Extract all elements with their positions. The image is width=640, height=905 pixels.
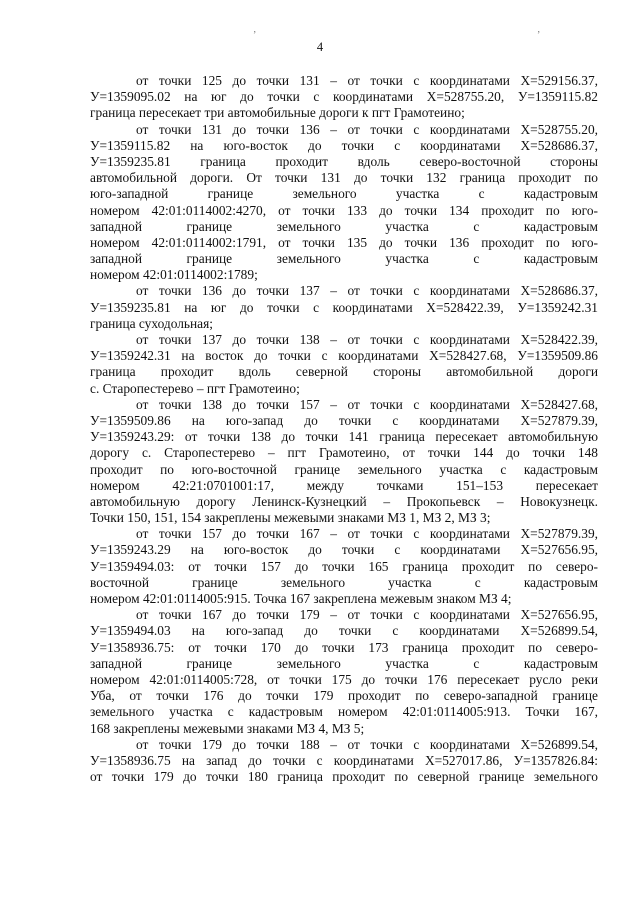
text-line: с. Старопестерево – пгт Грамотеино; (90, 380, 300, 396)
text-line: от точки 136 до точки 137 – от точки с координатами X=528686.37, (136, 283, 598, 299)
text-line: граница пересекает три автомобильные дороги к пгт Грамотеино; (90, 105, 465, 121)
paragraph (90, 737, 598, 786)
text-line: от точки 137 до точки 138 – от точки с координатами X=528422.39, (136, 332, 598, 347)
text-line: номером 42:21:0701001:17, между точками 151–153 пересекает (90, 477, 598, 493)
text-line: номером 42:01:0114002:1791, от точки 135 до точки 136 проходит по юго- (90, 234, 598, 250)
text-line: 168 закреплены межевыми знаками МЗ 4, МЗ 5; (90, 720, 365, 736)
scan-mark: ’ (253, 30, 257, 41)
text-line: У=1359235.81 на юг до точки с координатами X=528422.39, У=1359242.31 (90, 299, 598, 315)
scan-mark: ’ (537, 30, 541, 41)
text-line: от точки 125 до точки 131 – от точки с координатами X=529156.37, (136, 73, 598, 88)
text-line: граница проходит вдоль северной стороны автомобильной дороги (90, 364, 598, 380)
text-line: граница суходольная; (90, 315, 213, 331)
paragraph (90, 73, 598, 122)
text-line: от точки 179 до точки 188 – от точки с координатами X=526899.54, (136, 736, 598, 752)
text-line: от точки 138 до точки 157 – от точки с координатами X=528427.68, (136, 396, 598, 412)
text-line: У=1358936.75 на запад до точки с координатами X=527017.86, У=1357826.84: (90, 752, 598, 768)
text-line: проходит по юго-восточной границе земельного участка с кадастровым (90, 461, 598, 477)
text-line: У=1359494.03 на юго-запад до точки с координатами X=526899.54, (90, 623, 598, 639)
text-line: У=1359494.03: от точки 157 до точки 165 граница проходит по северо- (90, 558, 598, 574)
paragraph (90, 283, 598, 332)
text-line: западной границе земельного участка с кадастровым (90, 218, 598, 234)
text-line: Точки 150, 151, 154 закреплены межевыми знаками МЗ 1, МЗ 2, МЗ 3; (90, 510, 491, 526)
text-line: У=1359509.86 на юго-запад до точки с координатами X=527879.39, (90, 412, 598, 428)
paragraph (90, 607, 598, 737)
text-line: номером 42:01:0114002:4270, от точки 133 до точки 134 проходит по юго- (90, 202, 598, 218)
text-line: западной границе земельного участка с кадастровым (90, 251, 598, 267)
text-line: номером 42:01:0114005:915. Точка 167 закреплена межевым знаком МЗ 4; (90, 591, 512, 606)
text-line: восточной границе земельного участка с кадастровым (90, 574, 598, 590)
paragraph (90, 397, 598, 527)
text-line: земельного участка с кадастровым номером 42:01:0114005:913. Точки 167, (90, 704, 598, 720)
text-line: номером 42:01:0114002:1789; (90, 267, 258, 283)
page-number: 4 (316, 40, 324, 54)
text-line: юго-западной границе земельного участка с кадастровым (90, 186, 598, 202)
text-line: от точки 179 до точки 180 граница проходит по северной границе земельного (90, 769, 598, 785)
text-line: Уба, от точки 176 до точки 179 проходит по северо-западной границе (90, 688, 598, 704)
text-line: У=1359095.02 на юг до точки с координатами X=528755.20, У=1359115.82 (90, 89, 598, 105)
text-line: автомобильной дороги. От точки 131 до точки 132 граница проходит по (90, 170, 598, 186)
text-line: от точки 157 до точки 167 – от точки с координатами X=527879.39, (136, 526, 598, 542)
text-line: номером 42:01:0114005:728, от точки 175 до точки 176 пересекает русло реки (90, 671, 598, 687)
text-line: от точки 167 до точки 179 – от точки с координатами X=527656.95, (136, 607, 598, 623)
text-line: автомобильную дорогу Ленинск-Кузнецкий – Прокопьевск – Новокузнецк. (90, 493, 598, 509)
text-line: У=1359243.29 на юго-восток до точки с координатами X=527656.95, (90, 542, 598, 558)
text-line: дорогу с. Старопестерево – пгт Грамотеино, от точки 144 до точки 148 (90, 445, 598, 461)
text-line: У=1358936.75: от точки 170 до точки 173 граница проходит по северо- (90, 639, 598, 655)
paragraph (90, 332, 598, 397)
text-line: У=1359235.81 граница проходит вдоль северо-восточной стороны (90, 153, 598, 169)
paragraph (90, 526, 598, 607)
text-line: У=1359243.29: от точки 138 до точки 141 граница пересекает автомобильную (90, 429, 598, 445)
text-line: западной границе земельного участка с кадастровым (90, 655, 598, 671)
paragraph (90, 122, 598, 284)
text-line: У=1359242.31 на восток до точки с координатами X=528427.68, У=1359509.86 (90, 348, 598, 364)
text-line: от точки 131 до точки 136 – от точки с координатами X=528755.20, (136, 121, 598, 137)
text-line: У=1359115.82 на юго-восток до точки с координатами X=528686.37, (90, 137, 598, 153)
document-body (90, 73, 598, 785)
